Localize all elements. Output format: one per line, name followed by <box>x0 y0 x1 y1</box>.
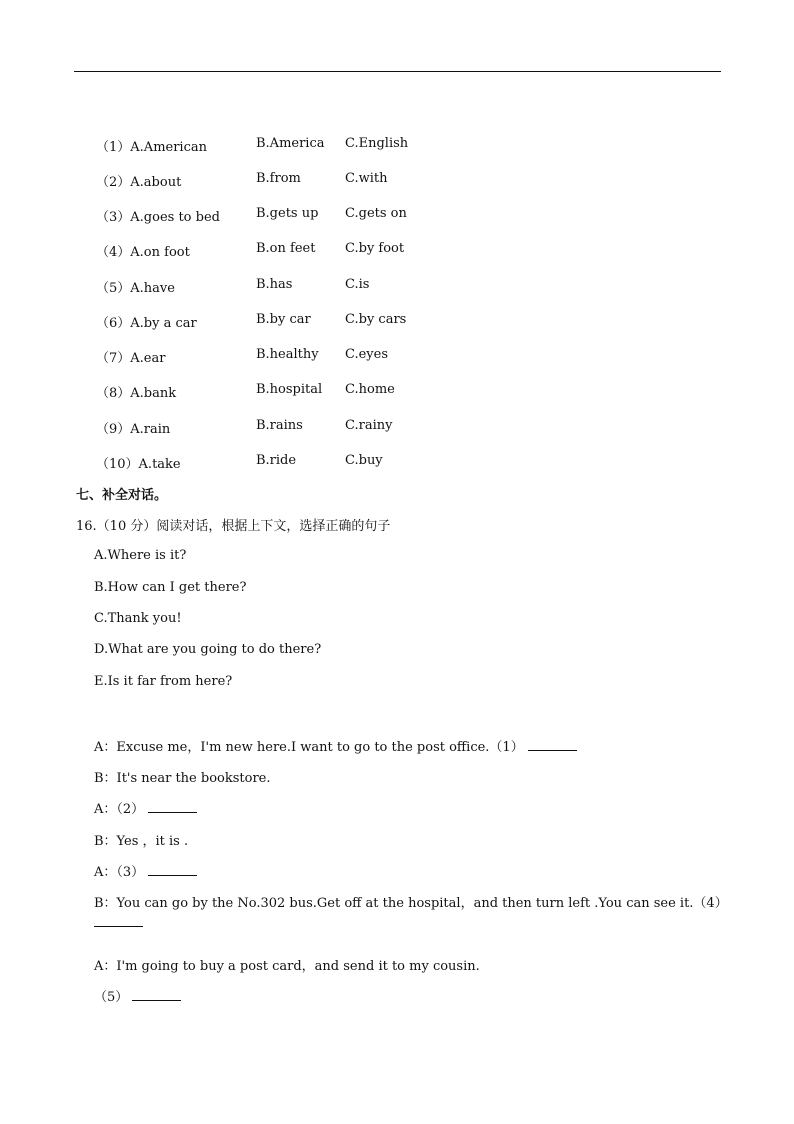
dialogue-line-4: B：Yes ，it is . <box>94 834 189 849</box>
option-row-10 <box>0 453 794 473</box>
section-title: 七、补全对话。 <box>76 488 168 503</box>
option-c: C.eyes <box>345 347 389 362</box>
option-b: B.rains <box>256 418 303 433</box>
dialogue-line-6: B：You can go by the No.302 bus.Get off at the hospital，and then turn left .You can see it.（4） <box>94 896 728 911</box>
option-a: （1）A.American <box>96 140 207 155</box>
option-b: B.by car <box>256 312 311 327</box>
option-c: C.home <box>345 382 395 397</box>
choice-c: C.Thank you! <box>94 611 182 626</box>
option-row-6 <box>0 312 794 332</box>
answer-blank-1[interactable] <box>528 738 577 751</box>
option-c: C.buy <box>345 453 383 468</box>
choice-e: E.Is it far from here? <box>94 674 233 689</box>
option-b: B.from <box>256 171 301 186</box>
dialogue-text: （5） <box>94 990 129 1005</box>
dialogue-text: A：Excuse me，I'm new here.I want to go to the post office.（1） <box>94 740 524 755</box>
dialogue-text: A：（2） <box>94 802 145 817</box>
answer-blank-3[interactable] <box>148 863 197 876</box>
option-row-2 <box>0 171 794 191</box>
option-row-3 <box>0 206 794 226</box>
option-a: （10）A.take <box>96 457 181 472</box>
dialogue-text: A：（3） <box>94 865 145 880</box>
option-b: B.ride <box>256 453 297 468</box>
option-a: （7）A.ear <box>96 351 166 366</box>
option-a: （6）A.by a car <box>96 316 197 331</box>
option-row-4 <box>0 241 794 261</box>
option-row-9 <box>0 418 794 438</box>
dialogue-line-7: A：I'm going to buy a post card，and send it to my cousin. <box>94 959 480 974</box>
option-b: B.hospital <box>256 382 323 397</box>
option-a: （2）A.about <box>96 175 182 190</box>
option-c: C.with <box>345 171 388 186</box>
option-c: C.gets on <box>345 206 407 221</box>
header-rule <box>74 71 721 72</box>
dialogue-line-3 <box>94 798 197 817</box>
option-b: B.on feet <box>256 241 316 256</box>
option-a: （3）A.goes to bed <box>96 210 220 225</box>
option-a: （5）A.have <box>96 281 175 296</box>
choice-b: B.How can I get there? <box>94 580 247 595</box>
option-c: C.by foot <box>345 241 405 256</box>
option-b: B.has <box>256 277 293 292</box>
option-row-1 <box>0 136 794 156</box>
option-row-5 <box>0 277 794 297</box>
option-a: （4）A.on foot <box>96 245 190 260</box>
option-c: C.by cars <box>345 312 407 327</box>
option-c: C.English <box>345 136 409 151</box>
option-row-7 <box>0 347 794 367</box>
choice-d: D.What are you going to do there? <box>94 642 322 657</box>
option-b: B.gets up <box>256 206 319 221</box>
choice-a: A.Where is it? <box>94 548 187 563</box>
answer-blank-4[interactable] <box>94 926 143 927</box>
answer-blank-5[interactable] <box>132 988 181 1001</box>
option-a: （9）A.rain <box>96 422 171 437</box>
dialogue-line-2: B：It's near the bookstore. <box>94 771 271 786</box>
option-a: （8）A.bank <box>96 386 177 401</box>
option-b: B.healthy <box>256 347 319 362</box>
option-c: C.rainy <box>345 418 393 433</box>
option-c: C.is <box>345 277 370 292</box>
answer-blank-2[interactable] <box>148 800 197 813</box>
question-stem: 16.（10 分）阅读对话，根据上下文，选择正确的句子 <box>76 519 391 534</box>
option-row-8 <box>0 382 794 402</box>
dialogue-line-1 <box>94 736 577 755</box>
option-b: B.America <box>256 136 325 151</box>
dialogue-line-8 <box>94 986 181 1005</box>
dialogue-line-5 <box>94 861 197 880</box>
